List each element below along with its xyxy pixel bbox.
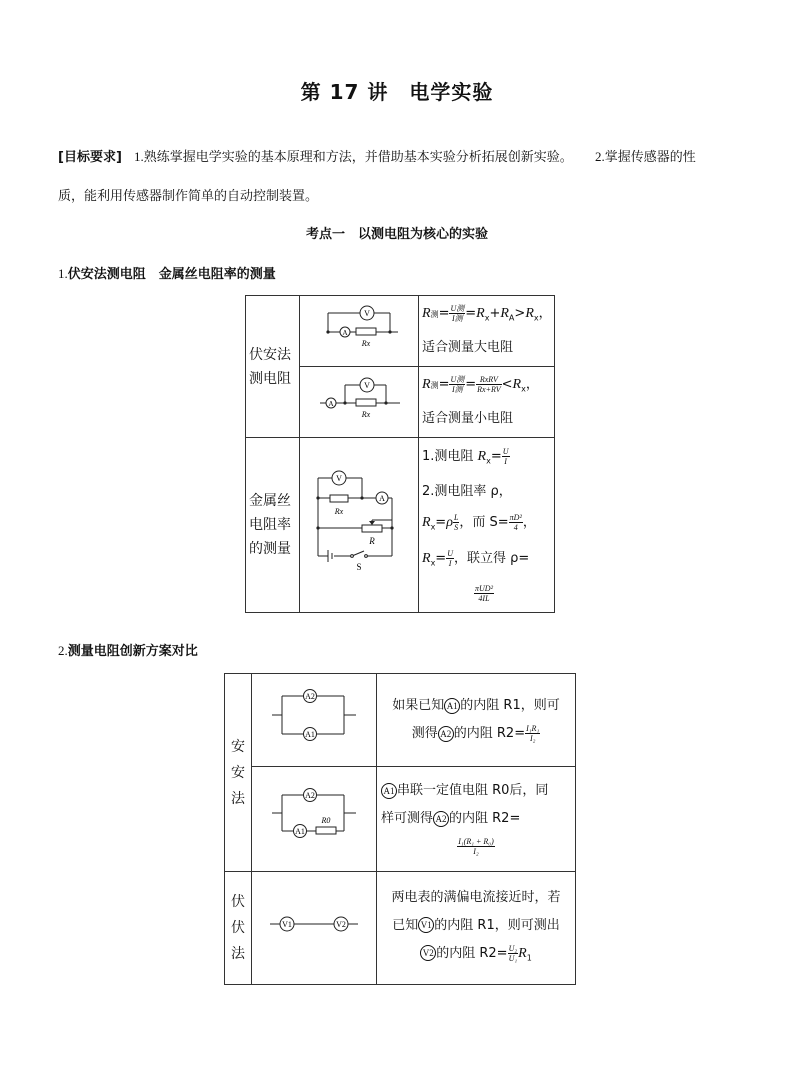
- resistor-r0-label: R0: [321, 816, 331, 825]
- goal-item2-text-b: 质，能利用传感器制作简单的自动控制装置。: [58, 189, 319, 204]
- goal-item2-text-a: 掌握传感器的性: [604, 150, 696, 165]
- row-label-ammeter-ammeter: [225, 674, 252, 872]
- label-char: 伏: [231, 894, 245, 910]
- label-line: 电阻率: [249, 517, 291, 533]
- goal-line-1: [58, 146, 748, 165]
- voltmeter-label: V: [336, 474, 342, 483]
- kaodian-heading: 考点一 以测电阻为核心的实验: [305, 227, 488, 242]
- cell-vv-text: 两电表的满偏电流接近时，若 已知 V1 的内阻 R1，则可测出 V2 的内阻 R2= $\frac{\text{U₂}}{\text{U₁}}$ $R_1$: [377, 872, 576, 985]
- resistivity-line2: 2.测电阻率 ρ，: [422, 484, 512, 500]
- text-part: 的内阻 R2=: [436, 945, 508, 961]
- text-part: 如果已知: [392, 698, 445, 713]
- section-2-heading: [58, 640, 198, 659]
- label-char: 伏: [231, 920, 245, 936]
- voltmeter-v2-label: V2: [336, 920, 346, 929]
- ammeter-a1-label: A1: [305, 730, 315, 739]
- goal-item2-num: 2.: [594, 149, 605, 164]
- ammeter-label: A: [342, 329, 348, 337]
- text-part: 的内阻 R2=: [449, 811, 521, 826]
- circuit-internal-ammeter: [300, 296, 419, 367]
- switch-label: S: [356, 562, 362, 572]
- section-1-heading: [58, 263, 276, 282]
- label-char: 安: [231, 764, 245, 781]
- ammeter-a1-label: A1: [295, 827, 305, 836]
- text-part: 的内阻 R1，则可测出: [434, 917, 560, 933]
- resistivity-line3-mid: ，而 S=: [459, 515, 509, 531]
- voltmeter-v1-icon: V1: [418, 917, 434, 933]
- goal-item1-text: 熟练掌握电学实验的基本原理和方法，并借助基本实验分析拓展创新实验。: [143, 150, 573, 165]
- external-note: 适合测量小电阻: [422, 411, 514, 427]
- resistivity-line4: ，联立得 ρ=: [453, 550, 530, 566]
- label-line: 伏安法: [249, 346, 291, 363]
- text-part: 已知: [392, 917, 419, 933]
- label-char: 法: [231, 790, 245, 807]
- cell-aa-text-2: A1 串联一定值电阻 R0后，同 样可测得 A2 的内阻 R2= $\frac{\text{I₁(R₁ + R₀)}}{\text{I₂}}$: [377, 767, 576, 872]
- circuit-aa-parallel: [252, 674, 377, 767]
- text-part: 的内阻 R2=: [453, 726, 526, 741]
- circuit-external-ammeter: [300, 367, 419, 438]
- page-title: 第 17 讲 电学实验: [300, 80, 494, 104]
- label-line: 的测量: [249, 541, 291, 557]
- circuit-aa-with-r0: [252, 767, 377, 872]
- section-1-text: 伏安法测电阻 金属丝电阻率的测量: [67, 267, 276, 282]
- row-label-voltammetry: [246, 296, 300, 438]
- voltmeter-label: V: [364, 381, 370, 390]
- circuit-vv-series: [252, 872, 377, 985]
- label-line: 测电阻: [249, 370, 291, 387]
- text-part: 两电表的满偏电流接近时，若: [391, 889, 561, 905]
- goal-item1-num: 1.: [134, 149, 144, 164]
- voltmeter-v1-label: V1: [282, 920, 292, 929]
- resistor-label: Rx: [334, 507, 344, 516]
- ammeter-a2-icon: A2: [438, 726, 454, 742]
- label-char: 法: [231, 946, 245, 962]
- cell-external-text: R测= $\frac{\text{U测}}{\text{I测}}$ = $\frac{\text{RxRV}}{Rx+RV}$ $<R_x$， 适合测量小电阻: [419, 367, 555, 438]
- ammeter-label: A: [379, 494, 385, 503]
- row-label-voltmeter-voltmeter: [225, 872, 252, 985]
- resistor-label: Rx: [361, 410, 371, 419]
- label-char: 安: [231, 738, 245, 755]
- section-1-num: 1.: [58, 266, 68, 281]
- ammeter-label: A: [328, 400, 334, 408]
- table-innovative-methods: [224, 673, 576, 985]
- ammeter-a2-icon: A2: [433, 811, 449, 827]
- section-2-num: 2.: [58, 643, 68, 658]
- text-part: 的内阻 R1，则可: [460, 698, 560, 713]
- cell-resistivity-text: 1.测电阻 $R_x=$ $\frac{U}{I}$ 2.测电阻率 ρ， $R_x=\rho$ $\frac{L}{S}$ ，而 S= $\frac{\text{πD²}}{4}$ ， $R_x=$ $\frac{U}{I}$ ，联立得 ρ= $\frac{\text{πUD²}}{4IL}$: [419, 438, 555, 613]
- cell-aa-text-1: 如果已知 A1 的内阻 R1，则可 测得 A2 的内阻 R2= $\frac{\text{I₁R₁}}{\text{I₂}}$: [377, 674, 576, 767]
- table-voltammetry: [245, 295, 555, 613]
- label-line: 金属丝: [249, 493, 291, 509]
- ammeter-a1-icon: A1: [444, 698, 460, 714]
- voltmeter-label: V: [364, 309, 370, 318]
- resistor-label: Rx: [361, 339, 371, 348]
- section-2-text: 测量电阻创新方案对比: [67, 644, 198, 659]
- cell-internal-text: R测= $\frac{\text{U测}}{\text{I测}}$ $=R_x+R_A>R_x$， 适合测量大电阻: [419, 296, 555, 367]
- rheostat-label: R: [369, 536, 375, 546]
- row-label-resistivity: [246, 438, 300, 613]
- text-part: 测得: [411, 726, 438, 741]
- ammeter-a2-label: A2: [305, 692, 315, 701]
- text-part: 样可测得: [381, 811, 434, 826]
- ammeter-a2-label: A2: [305, 791, 315, 800]
- goal-tag: [目标要求]: [58, 150, 122, 165]
- circuit-resistivity: [300, 438, 419, 613]
- text-part: 串联一定值电阻 R0后，同: [397, 783, 549, 798]
- ammeter-a1-icon: A1: [381, 783, 397, 799]
- voltmeter-v2-icon: V2: [420, 945, 436, 961]
- internal-note: 适合测量大电阻: [422, 340, 514, 356]
